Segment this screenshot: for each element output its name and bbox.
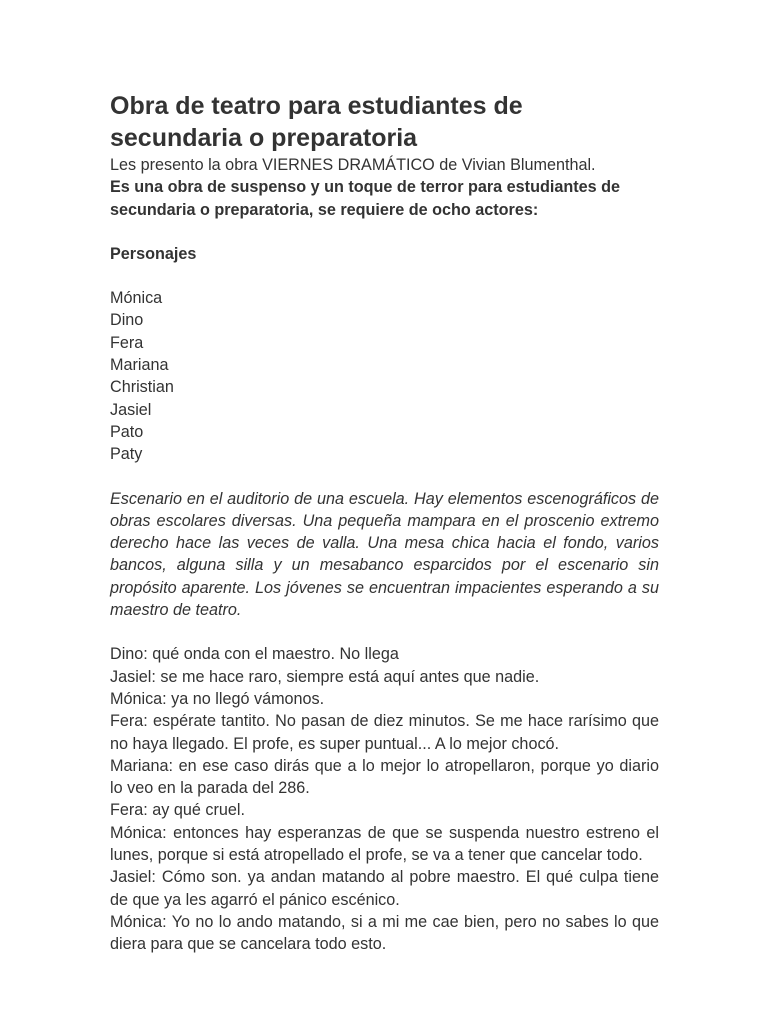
- dialogue-line: Mónica: Yo no lo ando matando, si a mi me cae bien, pero no sabes lo que diera para que se cancelara todo esto.: [110, 912, 659, 954]
- characters-heading: Personajes: [110, 244, 197, 263]
- character-item: Fera: [110, 333, 144, 352]
- document-page: [110, 90, 659, 956]
- character-item: Jasiel: [110, 400, 152, 419]
- dialogue-line: Jasiel: Cómo son. ya andan matando al pobre maestro. El qué culpa tiene de que ya les agarró el pánico escénico.: [110, 868, 659, 909]
- scene-description: Escenario en el auditorio de una escuela. Hay elementos escenográficos de obras escolares diversas. Una pequeña mampara en el proscenio extremo derecho hace las veces de valla. Una mesa chica hacia el fondo, varios bancos, alguna silla y un mesabanco esparcidos por el escenario sin propósito aparente. Los jóvenes se encuentran impacientes esperando a su maestro de teatro.: [110, 489, 659, 620]
- dialogue-line: Mónica: entonces hay esperanzas de que se suspenda nuestro estreno el lunes, porque si está atropellado el profe, se va a tener que cancelar todo.: [110, 823, 659, 865]
- dialogue-line: Fera: espérate tantito. No pasan de diez minutos. Se me hace rarísimo que no haya llegado. El profe, es super puntual... A lo mejor chocó.: [110, 712, 659, 753]
- dialogue-line: Fera: ay qué cruel.: [110, 801, 245, 820]
- character-item: Christian: [110, 378, 174, 397]
- dialogue-line: Mónica: ya no llegó vámonos.: [110, 689, 325, 708]
- intro-line: Les presento la obra VIERNES DRAMÁTICO de Vivian Blumenthal.: [110, 156, 596, 174]
- dialogue-line: Dino: qué onda con el maestro. No llega: [110, 645, 399, 664]
- character-item: Mónica: [110, 289, 163, 308]
- character-item: Pato: [110, 422, 144, 441]
- character-item: Dino: [110, 311, 144, 330]
- intro-bold-line: Es una obra de suspenso y un toque de terror para estudiantes de secundaria o preparatoria, se requiere de ocho actores:: [110, 178, 621, 219]
- document-title: Obra de teatro para estudiantes de secundaria o preparatoria: [110, 92, 523, 152]
- character-item: Paty: [110, 445, 143, 464]
- dialogue-line: Jasiel: se me hace raro, siempre está aquí antes que nadie.: [110, 667, 540, 686]
- dialogue-line: Mariana: en ese caso dirás que a lo mejor lo atropellaron, porque yo diario lo veo en la parada del 286.: [110, 756, 659, 798]
- character-item: Mariana: [110, 356, 169, 375]
- characters-list: [110, 287, 659, 465]
- dialogue-section: [110, 643, 659, 955]
